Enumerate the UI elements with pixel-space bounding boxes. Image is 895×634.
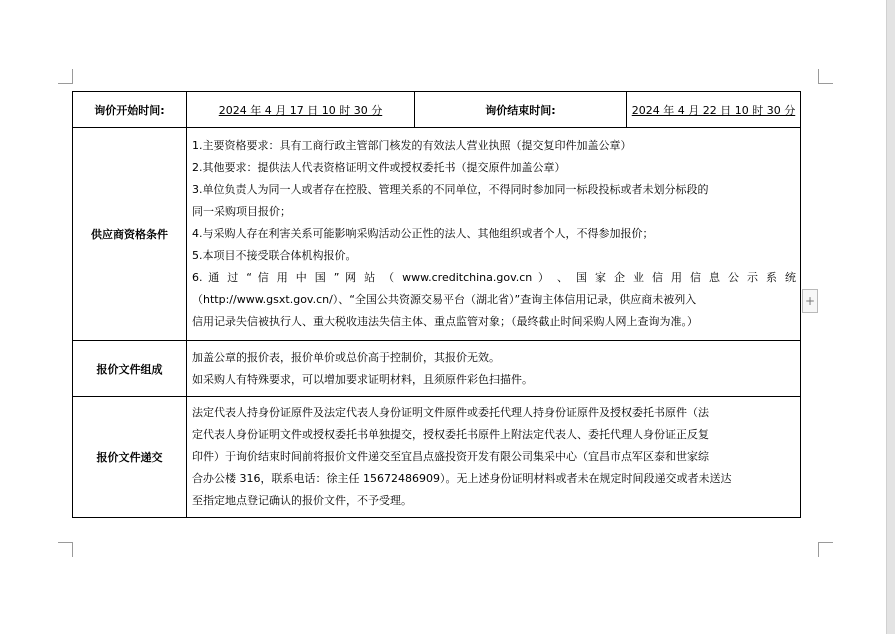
supplier-line: 1.主要资格要求：具有工商行政主管部门核发的有效法人营业执照（提交复印件加盖公章） — [192, 139, 632, 152]
end-time-label: 询价结束时间: — [415, 92, 627, 128]
quote-submission-content — [187, 397, 801, 518]
supplier-line: （http://www.gsxt.gov.cn/）、“全国公共资源交易平台（湖北省）”查询主体信用记录，供应商未被列入 — [192, 293, 697, 306]
end-time-value — [627, 92, 801, 128]
supplier-line: 信用记录失信被执行人、重大税收违法失信主体、重点监管对象；（最终截止时间采购人网上查询为准。） — [192, 315, 698, 328]
start-time-value — [187, 92, 415, 128]
supplier-line: 3.单位负责人为同一人或者存在控股、管理关系的不同单位，不得同时参加同一标段投标或者未划分标段的 — [192, 183, 709, 196]
time-row — [73, 92, 801, 128]
submission-line: 至指定地点登记确认的报价文件，不予受理。 — [192, 494, 412, 507]
margin-mark-bottom-left — [58, 542, 73, 557]
supplier-line: 同一采购项目报价； — [192, 205, 291, 218]
submission-line: 印件）于询价结束时间前将报价文件递交至宜昌点盛投资开发有限公司集采中心（宜昌市点军区泰和世家综 — [192, 450, 709, 463]
margin-mark-top-right — [818, 69, 833, 84]
supplier-line: 6. 通 过 “ 信 用 中 国 ” 网 站 （ www.creditchina.gov.cn ） 、 国 家 企 业 信 用 信 息 公 示 系 统 — [192, 271, 796, 284]
end-time-text: 2024 年 4 月 22 日 10 时 30 分 — [631, 103, 796, 117]
margin-mark-top-left — [58, 69, 73, 84]
submission-line: 合办公楼 316，联系电话：徐主任 15672486909）。无上述身份证明材料或者未在规定时间段递交或者未送达 — [192, 472, 732, 485]
start-time-text: 2024 年 4 月 17 日 10 时 30 分 — [218, 103, 383, 117]
submission-line: 定代表人身份证明文件或授权委托书单独提交，授权委托书原件上附法定代表人、委托代理人身份证正反复 — [192, 428, 709, 441]
supplier-line: 5.本项目不接受联合体机构报价。 — [192, 249, 357, 262]
submission-line: 法定代表人持身份证原件及法定代表人身份证明文件原件或委托代理人持身份证原件及授权委托书原件（法 — [192, 406, 709, 419]
supplier-qualification-label: 供应商资格条件 — [73, 128, 187, 341]
quote-submission-label: 报价文件递交 — [73, 397, 187, 518]
composition-line: 加盖公章的报价表，报价单价或总价高于控制价，其报价无效。 — [192, 350, 500, 364]
supplier-line: 4.与采购人存在利害关系可能影响采购活动公正性的法人、其他组织或者个人，不得参加报价； — [192, 227, 654, 240]
supplier-line: 2.其他要求：提供法人代表资格证明文件或授权委托书（提交原件加盖公章） — [192, 161, 566, 174]
supplier-row — [73, 128, 801, 341]
composition-row — [73, 341, 801, 397]
inquiry-table — [72, 91, 801, 518]
add-row-button[interactable]: + — [802, 289, 818, 313]
supplier-qualification-content — [187, 128, 801, 341]
submission-row — [73, 397, 801, 518]
quote-composition-content — [187, 341, 801, 397]
margin-mark-bottom-right — [818, 542, 833, 557]
composition-line: 如采购人有特殊要求，可以增加要求证明材料，且须原件彩色扫描件。 — [192, 372, 533, 386]
start-time-label: 询价开始时间: — [73, 92, 187, 128]
quote-composition-label: 报价文件组成 — [73, 341, 187, 397]
vertical-scrollbar[interactable] — [886, 0, 895, 634]
